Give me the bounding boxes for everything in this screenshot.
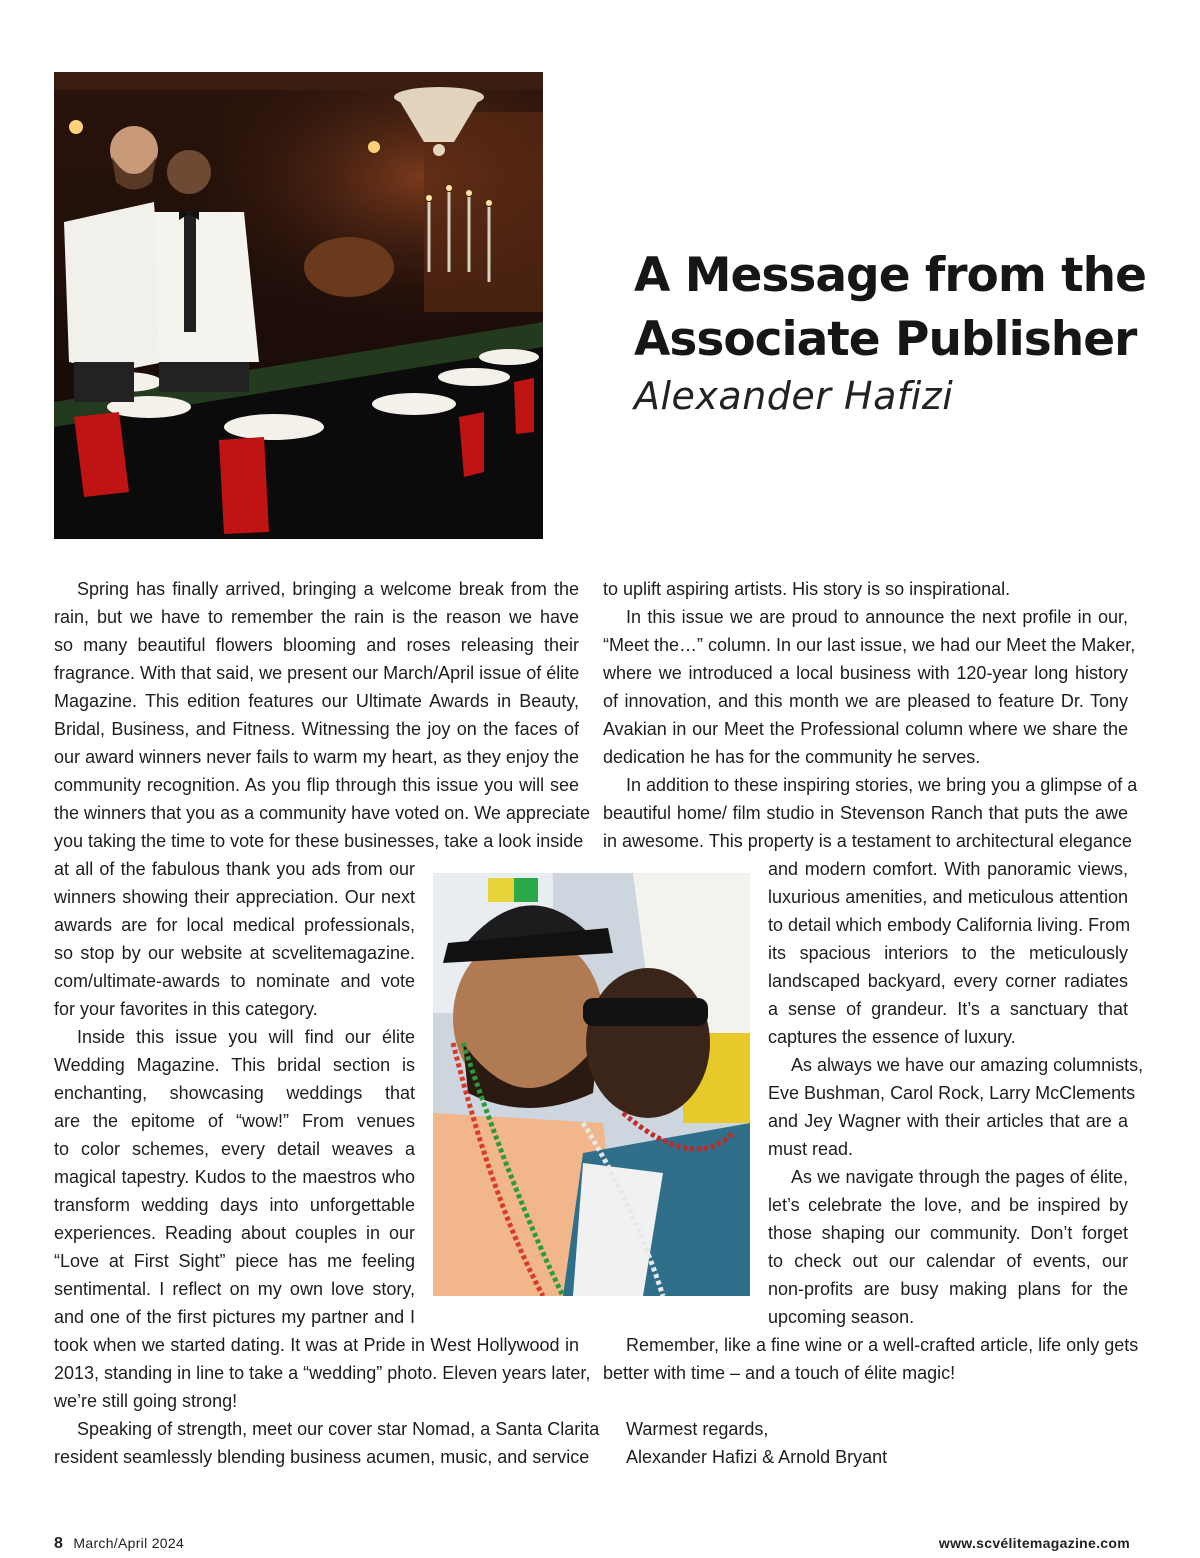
body-line: rain, but we have to remember the rain is the reason we have [54,607,579,627]
body-line: let’s celebrate the love, and be inspired by [768,1195,1128,1215]
body-line: to check out our calendar of events, our [768,1251,1128,1271]
issue-date: March/April 2024 [73,1535,185,1551]
body-line: beautiful home/ film studio in Stevenson Ranch that puts the awe [603,803,1128,823]
body-line: luxurious amenities, and meticulous attention [768,887,1128,907]
body-line: dedication he has for the community he serves. [603,747,981,767]
body-line: Magazine. This edition features our Ultimate Awards in Beauty, [54,691,579,711]
body-line: we’re still going strong! [54,1391,238,1411]
body-line: awards are for local medical professionals, [54,915,415,935]
couple-selfie-photo [433,873,750,1296]
body-line: the winners that you as a community have voted on. We appreciate [54,803,590,823]
body-line: Spring has finally arrived, bringing a welcome break from the [77,579,579,599]
article-author: Alexander Hafizi [634,374,954,418]
article-title [634,244,1174,372]
body-line: and one of the first pictures my partner and I [54,1307,415,1327]
body-line: Inside this issue you will find our élite [77,1027,415,1047]
body-line: better with time – and a touch of élite magic! [603,1363,956,1383]
body-line: 2013, standing in line to take a “wedding” photo. Eleven years later, [54,1363,591,1383]
body-line: a sense of grandeur. It’s a sanctuary that [768,999,1128,1019]
body-line: captures the essence of luxury. [768,1027,1016,1047]
body-line: you taking the time to vote for these businesses, take a look inside [54,831,584,851]
body-line: Avakian in our Meet the Professional column where we share the [603,719,1128,739]
body-line: “Meet the…” column. In our last issue, we had our Meet the Maker, [603,635,1136,655]
body-line: Wedding Magazine. This bridal section is [54,1055,415,1075]
body-line: community recognition. As you flip through this issue you will see [54,775,579,795]
signature-line: Alexander Hafizi & Arnold Bryant [626,1447,888,1467]
body-line: resident seamlessly blending business acumen, music, and service [54,1447,590,1467]
body-line: experiences. Reading about couples in our [54,1223,415,1243]
body-line: Remember, like a fine wine or a well-crafted article, life only gets [626,1335,1139,1355]
body-line: our award winners never fails to warm my heart, as they enjoy the [54,747,579,767]
page-footer-left [54,1535,184,1553]
body-line: Bridal, Business, and Fitness. Witnessing the joy on the faces of [54,719,579,739]
body-line: non-profits are busy making plans for the [768,1279,1128,1299]
body-line: its spacious interiors to the meticulously [768,943,1128,963]
body-line: must read. [768,1139,854,1159]
body-line: As always we have our amazing columnists, [791,1055,1144,1075]
body-line: took when we started dating. It was at Pride in West Hollywood in [54,1335,579,1355]
website-url[interactable]: www.scvélitemagazine.com [938,1535,1130,1551]
body-line: upcoming season. [768,1307,915,1327]
body-line: As we navigate through the pages of élite, [791,1167,1128,1187]
body-line: landscaped backyard, every corner radiates [768,971,1128,991]
body-line: fragrance. With that said, we present our March/April issue of élite [54,663,580,683]
body-line: “Love at First Sight” piece has me feeling [54,1251,415,1271]
body-line: at all of the fabulous thank you ads from our [54,859,415,879]
body-line: Eve Bushman, Carol Rock, Larry McClements [768,1083,1136,1103]
closing-line: Warmest regards, [626,1419,769,1439]
body-line: so many beautiful flowers blooming and roses releasing their [54,635,579,655]
body-line: those shaping our community. Don’t forget [768,1223,1128,1243]
body-line: and Jey Wagner with their articles that are a [768,1111,1128,1131]
body-line: for your favorites in this category. [54,999,318,1019]
body-line: to uplift aspiring artists. His story is so inspirational. [603,579,1011,599]
body-line: to detail which embody California living. From [768,915,1131,935]
body-line: winners showing their appreciation. Our next [54,887,415,907]
body-line: where we introduced a local business with 120-year long history [603,663,1128,683]
banquet-photo [54,72,543,539]
body-line: In addition to these inspiring stories, we bring you a glimpse of a [626,775,1138,795]
body-line: are the epitome of “wow!” From venues [54,1111,415,1131]
body-line: sentimental. I reflect on my own love story, [54,1279,415,1299]
body-line: to color schemes, every detail weaves a [54,1139,415,1159]
body-line: in awesome. This property is a testament to architectural elegance [603,831,1132,851]
body-line: In this issue we are proud to announce the next profile in our, [626,607,1128,627]
body-line: Speaking of strength, meet our cover star Nomad, a Santa Clarita [77,1419,600,1439]
body-line: so stop by our website at scvelitemagazine. [54,943,415,963]
body-line: com/ultimate-awards to nominate and vote [54,971,415,991]
article-title-line1: A Message from the [634,248,1146,303]
body-line: and modern comfort. With panoramic views, [768,859,1128,879]
body-line: of innovation, and this month we are pleased to feature Dr. Tony [603,691,1128,711]
article-title-line2: Associate Publisher [634,312,1137,367]
body-line: magical tapestry. Kudos to the maestros who [54,1167,415,1187]
page-number: 8 [54,1535,64,1552]
body-line: transform wedding days into unforgettable [54,1195,415,1215]
body-line: enchanting, showcasing weddings that [54,1083,415,1103]
